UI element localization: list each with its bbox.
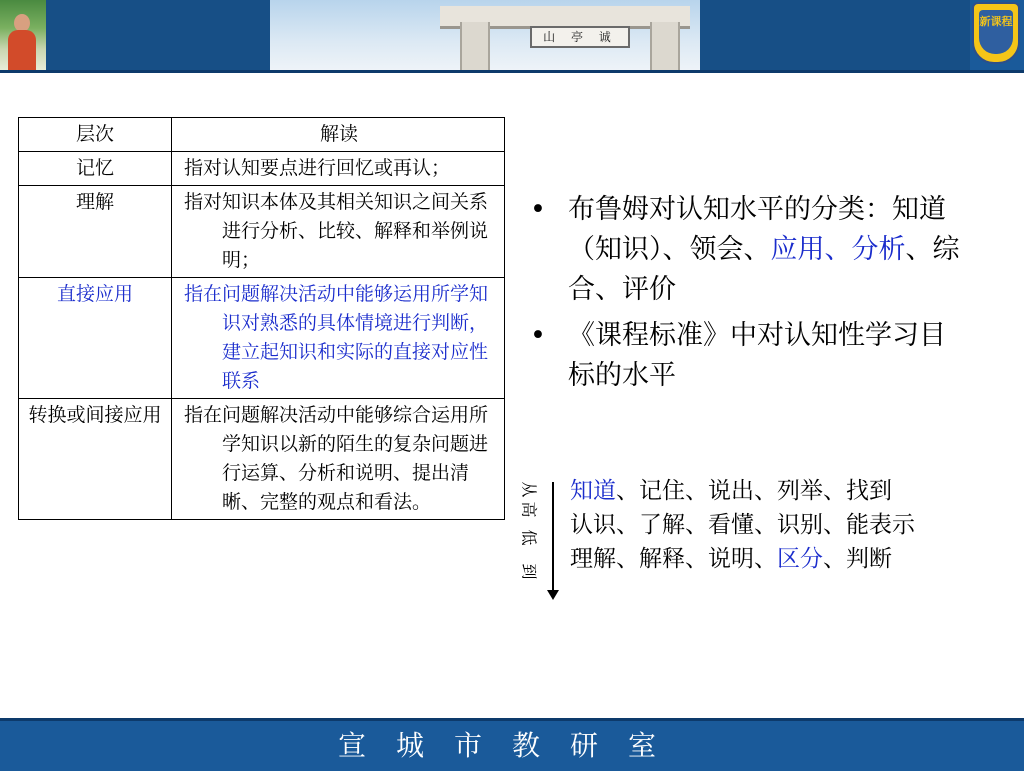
teacher-photo xyxy=(0,0,46,70)
bullet-bloom-suffix: 、综合、评价 xyxy=(568,234,960,305)
scale-char: 从 xyxy=(519,481,539,498)
header-divider xyxy=(0,70,1024,73)
bullet-standard-text: 《课程标准》中对认知性学习目标的水平 xyxy=(568,320,946,391)
archway-photo xyxy=(270,0,700,70)
bullet-list xyxy=(530,190,960,402)
header-interpretation: 解读 xyxy=(172,118,505,152)
header-level: 层次 xyxy=(19,118,172,152)
level-cell: 理解 xyxy=(19,186,172,278)
bullet-standard xyxy=(530,316,960,396)
verb-line-recognize: 认识、了解、看懂、识别、能表示 xyxy=(570,512,915,538)
archway-sign: 山 亭 诚 xyxy=(530,26,630,48)
verb-levels xyxy=(570,474,1010,576)
header-banner xyxy=(0,0,1024,70)
cognitive-levels-table xyxy=(18,117,505,520)
scale-char: 到 xyxy=(519,563,539,580)
new-curriculum-logo xyxy=(972,2,1020,64)
table-header-row xyxy=(19,118,505,152)
footer-banner xyxy=(0,718,1024,771)
banner-dark-panel xyxy=(46,0,270,70)
desc-text: 指在问题解决活动中能够综合运用所学知识以新的陌生的复杂问题进行运算、分析和说明、提出清晰、完整的观点和看法。 xyxy=(184,404,489,513)
verb-line-understand xyxy=(570,542,1010,576)
archway-pillar xyxy=(650,22,680,70)
bullet-dot: • xyxy=(530,320,546,351)
archway-pillar xyxy=(460,22,490,70)
logo-emblem: 新课程 xyxy=(979,10,1013,54)
verb-highlight-know: 知道 xyxy=(570,478,616,504)
desc-cell xyxy=(172,152,505,186)
desc-text: 指对认知要点进行回忆或再认； xyxy=(184,157,451,179)
bullet-dot: • xyxy=(530,194,546,225)
bullet-bloom-text: 布鲁姆对认知水平的分类：知道（知识）、领会、 xyxy=(568,194,946,265)
low-to-high-scale xyxy=(519,478,547,590)
table-row xyxy=(19,278,505,399)
verb-line-understand-a: 理解、解释、说明、 xyxy=(570,546,777,572)
table-row xyxy=(19,186,505,278)
scale-char: 高 xyxy=(519,501,539,518)
desc-cell xyxy=(172,399,505,520)
table-row xyxy=(19,152,505,186)
footer-title: 宣城市教研室 xyxy=(337,729,686,762)
verb-highlight-distinguish: 区分 xyxy=(777,546,823,572)
verb-line-understand-b: 、判断 xyxy=(823,546,892,572)
scale-arrow-head xyxy=(547,590,559,600)
desc-text: 指在问题解决活动中能够运用所学知识对熟悉的具体情境进行判断，建立起知识和实际的直接对应性联系 xyxy=(184,283,489,392)
level-cell: 转换或间接应用 xyxy=(19,399,172,520)
scale-arrow-line xyxy=(552,482,554,592)
level-cell: 直接应用 xyxy=(19,278,172,399)
desc-cell xyxy=(172,278,505,399)
bullet-bloom-highlight: 应用、分析 xyxy=(770,234,906,265)
desc-cell xyxy=(172,186,505,278)
desc-text: 指对知识本体及其相关知识之间关系进行分析、比较、解释和举例说明； xyxy=(184,191,489,271)
verb-line-know xyxy=(570,474,1010,508)
bullet-bloom xyxy=(530,190,960,310)
scale-char: 低 xyxy=(519,529,539,546)
level-cell: 记忆 xyxy=(19,152,172,186)
banner-right-panel xyxy=(700,0,970,70)
teacher-body xyxy=(8,30,36,70)
table-row xyxy=(19,399,505,520)
verb-line-know-rest: 、记住、说出、列举、找到 xyxy=(616,478,892,504)
